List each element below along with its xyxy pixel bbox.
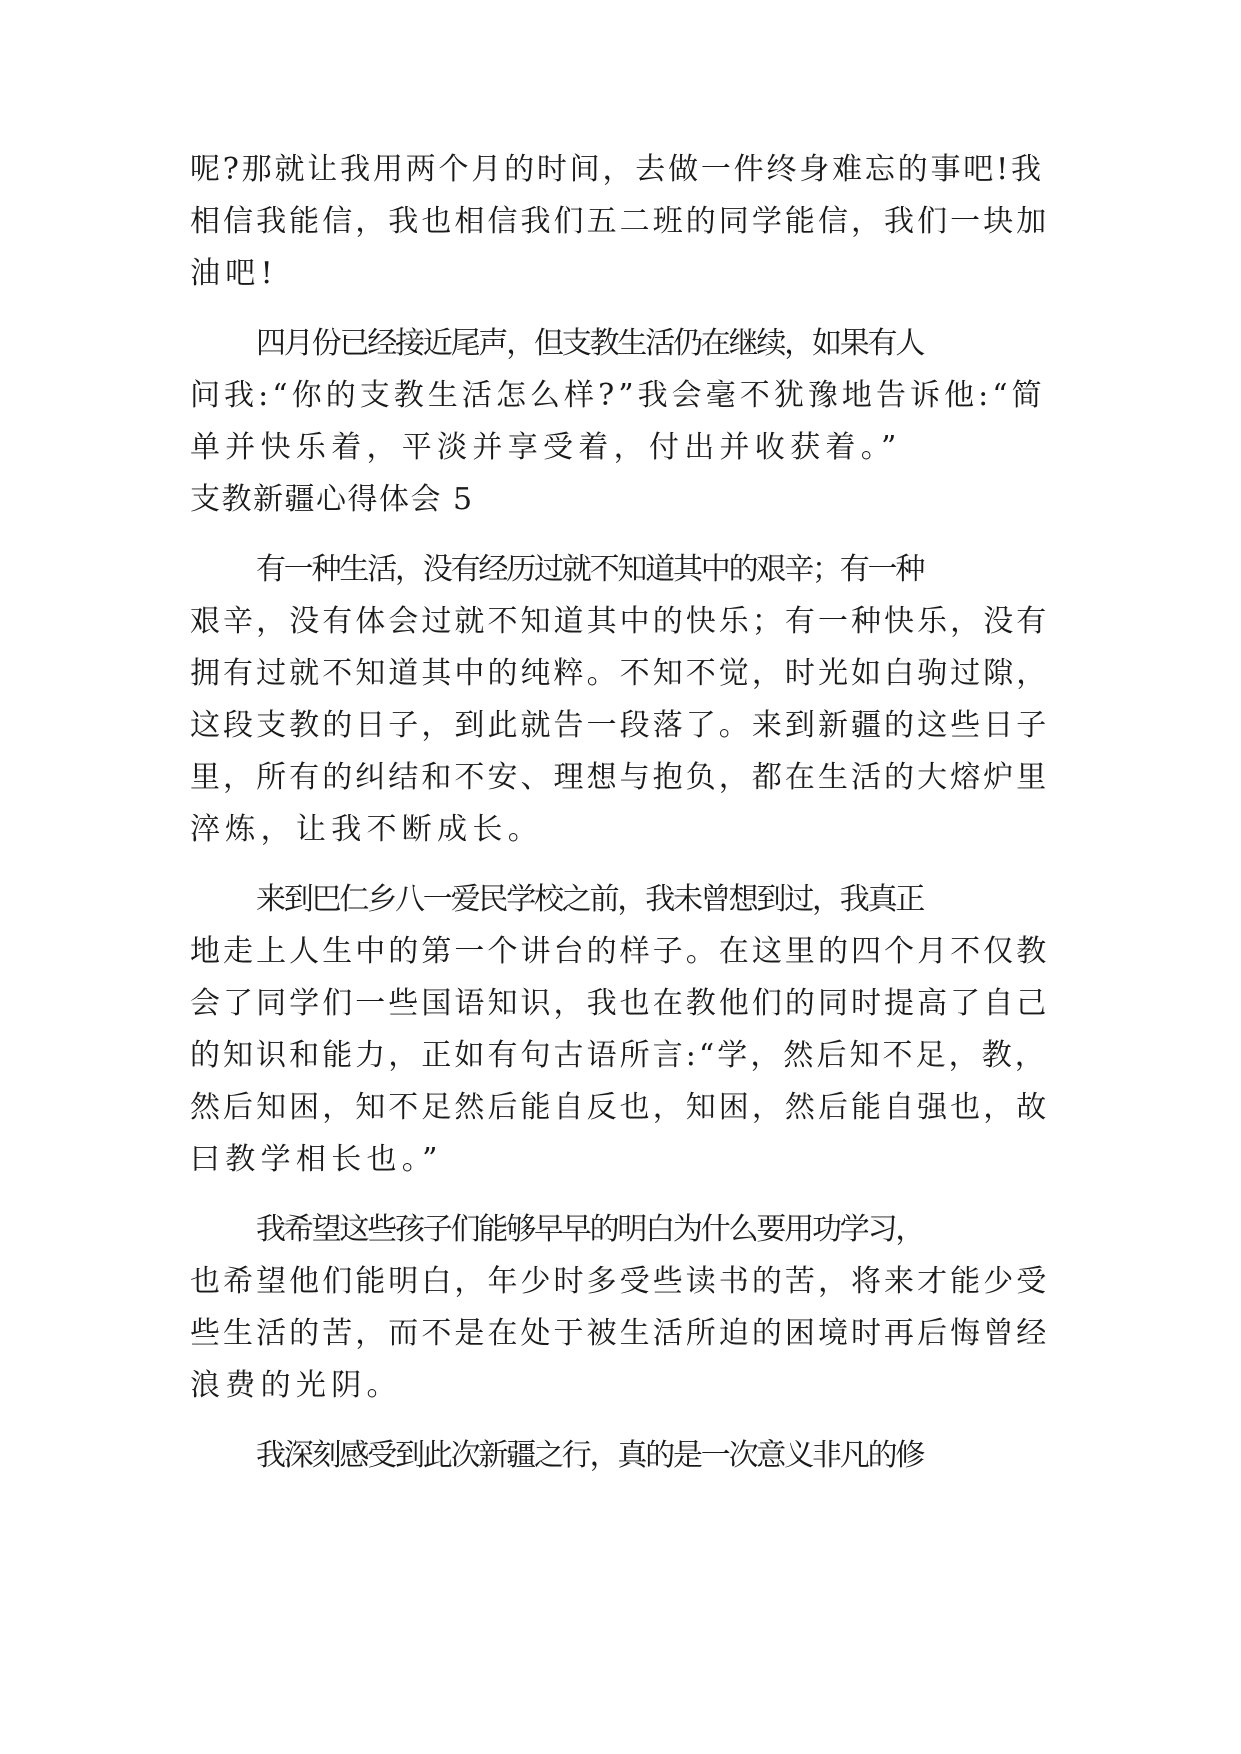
text-line: 我希望这些孩子们能够早早的明白为什么要用功学习，: [256, 1212, 924, 1247]
text-line: 相信我能信，我也相信我们五二班的同学能信，我们一块加: [190, 204, 1050, 239]
text-line: 油吧!: [190, 256, 278, 291]
text-line: 会了同学们一些国语知识，我也在教他们的同时提高了自己: [190, 986, 1050, 1021]
text-line: 艰辛，没有体会过就不知道其中的快乐；有一种快乐，没有: [190, 604, 1050, 639]
text-line: 地走上人生中的第一个讲台的样子。在这里的四个月不仅教: [190, 934, 1050, 969]
text-line: 的知识和能力，正如有句古语所言:“学，然后知不足，教，: [190, 1038, 1048, 1073]
section-heading: 支教新疆心得体会 5: [190, 482, 474, 517]
text-line: 浪费的光阴。: [190, 1368, 402, 1403]
text-line: 有一种生活，没有经历过就不知道其中的艰辛；有一种: [256, 552, 924, 587]
text-line: 些生活的苦，而不是在处于被生活所迫的困境时再后悔曾经: [190, 1316, 1050, 1351]
text-line: 也希望他们能明白，年少时多受些读书的苦，将来才能少受: [190, 1264, 1050, 1299]
text-line: 然后知困，知不足然后能自反也，知困，然后能自强也，故: [190, 1090, 1050, 1125]
text-line: 这段支教的日子，到此就告一段落了。来到新疆的这些日子: [190, 708, 1050, 743]
text-line: 四月份已经接近尾声，但支教生活仍在继续，如果有人: [256, 326, 924, 361]
text-line: 淬炼，让我不断成长。: [190, 812, 543, 847]
text-line: 拥有过就不知道其中的纯粹。不知不觉，时光如白驹过隙，: [190, 656, 1050, 691]
text-line: 呢?那就让我用两个月的时间，去做一件终身难忘的事吧!我: [190, 152, 1044, 187]
text-line: 我深刻感受到此次新疆之行，真的是一次意义非凡的修: [256, 1438, 924, 1473]
text-line: 曰教学相长也。”: [190, 1142, 443, 1177]
text-line: 单并快乐着，平淡并享受着，付出并收获着。”: [190, 430, 902, 465]
text-line: 来到巴仁乡八一爱民学校之前，我未曾想到过，我真正: [256, 882, 924, 917]
text-line: 问我:“你的支教生活怎么样?”我会毫不犹豫地告诉他:“简: [190, 378, 1046, 413]
text-line: 里，所有的纠结和不安、理想与抱负，都在生活的大熔炉里: [190, 760, 1050, 795]
